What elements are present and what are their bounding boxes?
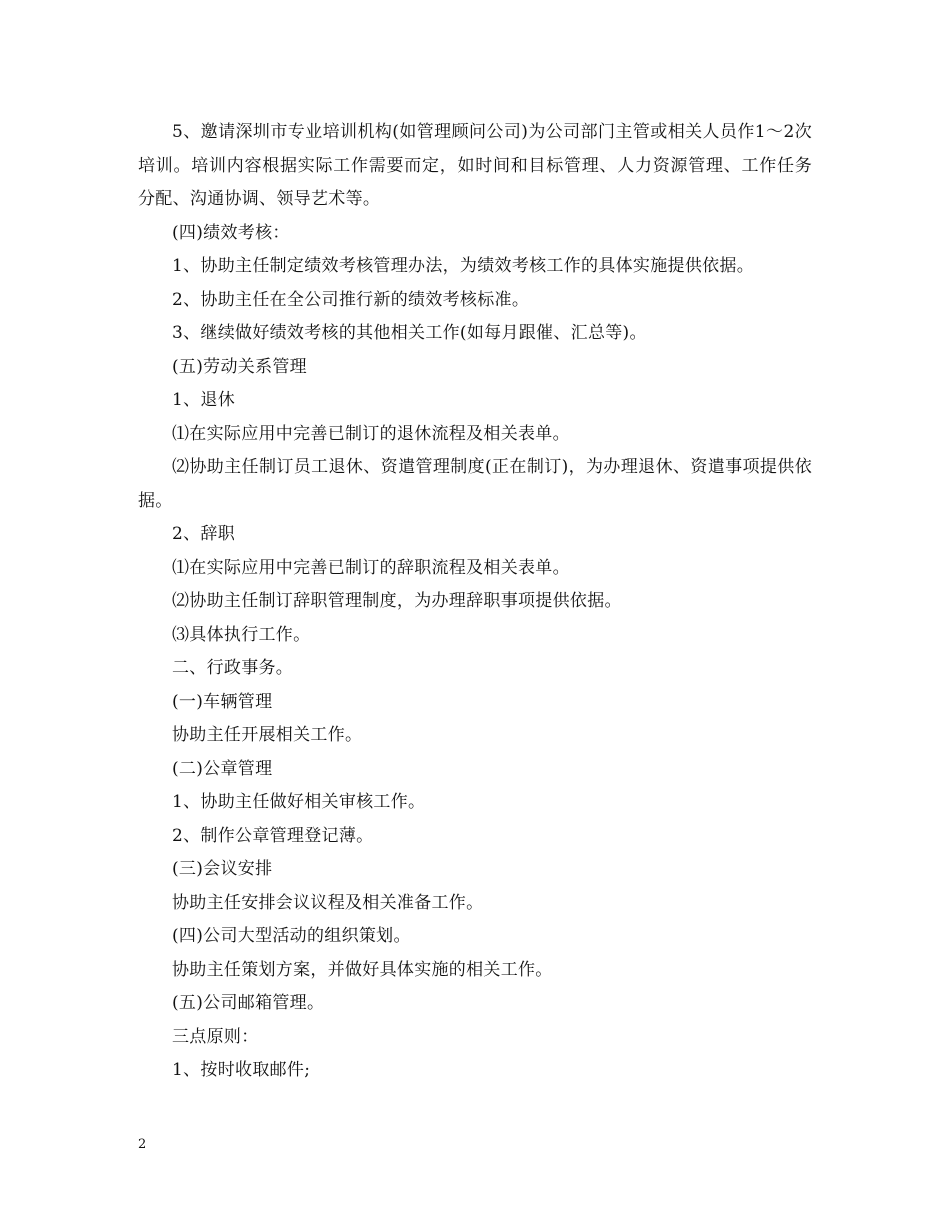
paragraph: 1、协助主任制定绩效考核管理办法，为绩效考核工作的具体实施提供依据。 xyxy=(172,256,755,276)
paragraph: ⑵协助主任制订辞职管理制度，为办理辞职事项提供依据。 xyxy=(172,591,622,611)
section-heading: (一)车辆管理 xyxy=(172,691,273,712)
document-body xyxy=(138,116,812,1088)
paragraph: 1、协助主任做好相关审核工作。 xyxy=(172,792,426,812)
paragraph: 2、协助主任在全公司推行新的绩效考核标准。 xyxy=(172,289,530,310)
paragraph: 2、制作公章管理登记薄。 xyxy=(172,825,374,846)
paragraph: ⑴在实际应用中完善已制订的退休流程及相关表单。 xyxy=(172,423,570,444)
subsection-heading: 1、退休 xyxy=(172,390,236,410)
paragraph: 协助主任策划方案，并做好具体实施的相关工作。 xyxy=(172,959,553,980)
paragraph: 1、按时收取邮件; xyxy=(172,1060,311,1080)
section-heading: (五)劳动关系管理 xyxy=(172,356,307,377)
paragraph: 协助主任开展相关工作。 xyxy=(172,725,363,745)
paragraph: 协助主任安排会议议程及相关准备工作。 xyxy=(172,892,484,913)
paragraph: 三点原则： xyxy=(172,1026,259,1047)
chapter-heading: 二、行政事务。 xyxy=(172,658,294,678)
subsection-heading: 2、辞职 xyxy=(172,524,236,544)
section-heading: (二)公章管理 xyxy=(172,758,273,779)
paragraph: ⑵协助主任制订员工退休、资遣管理制度(正在制订)，为办理退休、资遣事项提供依据。 xyxy=(138,457,812,511)
paragraph: ⑶具体执行工作。 xyxy=(172,624,311,645)
paragraph: ⑴在实际应用中完善已制订的辞职流程及相关表单。 xyxy=(172,557,570,578)
section-heading: (五)公司邮箱管理。 xyxy=(172,993,325,1013)
paragraph: 5、邀请深圳市专业培训机构(如管理顾问公司)为公司部门主管或相关人员作1～2次培训。培训内容根据实际工作需要而定，如时间和目标管理、人力资源管理、工作任务分配、沟通协调、领导艺术等。 xyxy=(138,122,812,209)
section-heading: (三)会议安排 xyxy=(172,859,273,879)
section-heading: (四)绩效考核： xyxy=(172,222,290,243)
section-heading: (四)公司大型活动的组织策划。 xyxy=(172,926,411,946)
paragraph: 3、继续做好绩效考核的其他相关工作(如每月跟催、汇总等)。 xyxy=(172,323,647,343)
page-number: 2 xyxy=(138,1137,147,1152)
